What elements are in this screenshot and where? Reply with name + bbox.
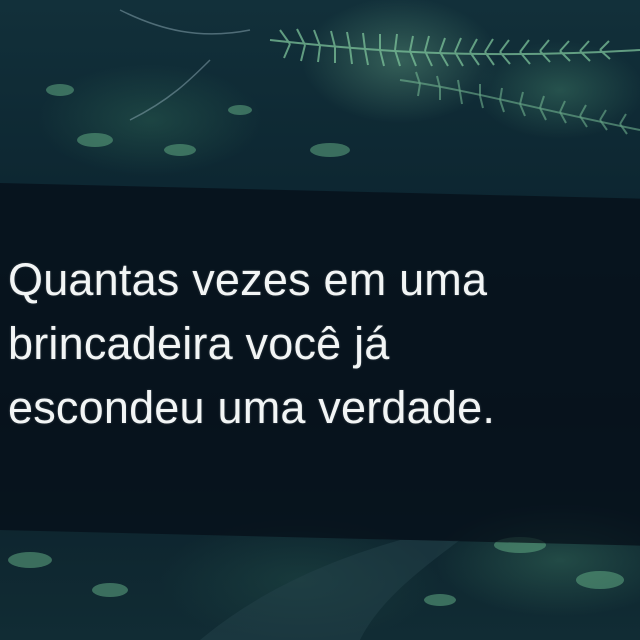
quote-line-2: brincadeira você já [8, 318, 390, 369]
quote-line-1: Quantas vezes em uma [8, 254, 488, 305]
quote-line-3: escondeu uma verdade. [8, 382, 496, 433]
quote-text [0, 248, 640, 440]
